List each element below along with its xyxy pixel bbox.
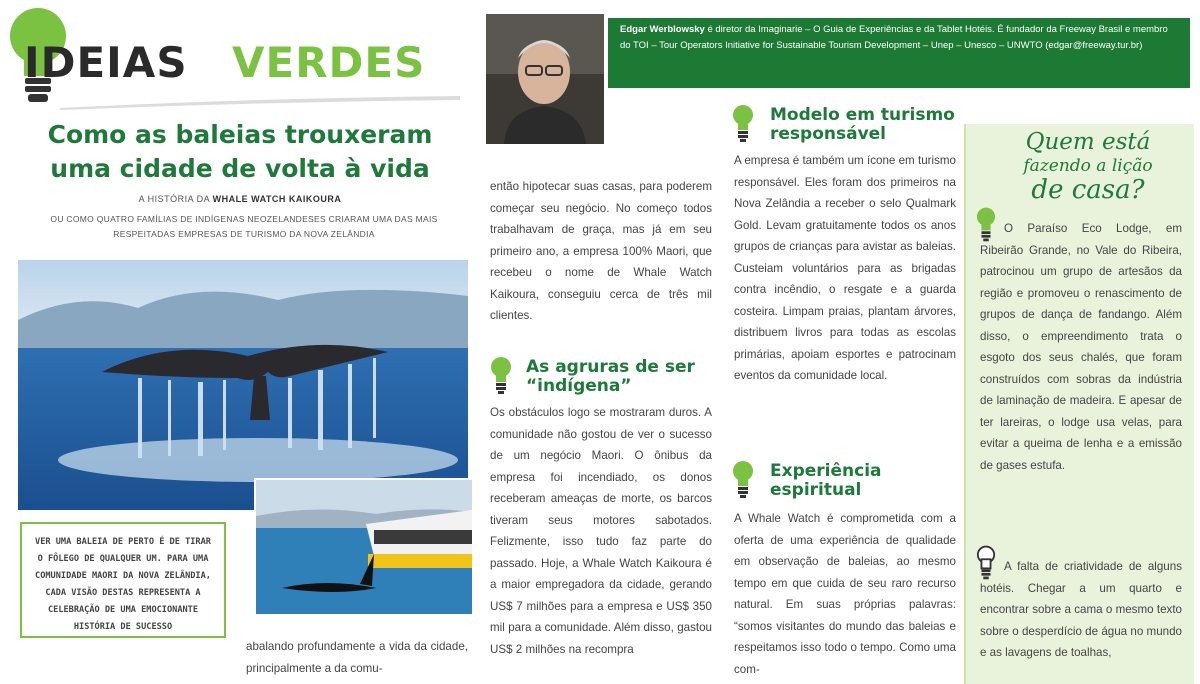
article-subtitle: OU COMO QUATRO FAMÍLIAS DE INDÍGENAS NEOZELANDESES CRIARAM UMA DAS MAIS RESPEITADAS EMPRESAS DE TURISMO DA NOVA ZELÂNDIA — [50, 214, 438, 239]
lightbulb-icon — [732, 104, 754, 142]
col3-text-modelo: A empresa é também um ícone em turismo responsável. Eles foram dos primeiros na Nova Zelândia a receber o selo Qualmark Gold. Levam gratuitamente todos os anos grupos de crianças para avistar as baleias. Custeiam voluntários para as brigadas contra incêndio, o resgate e a guarda costeira. Limpam praias, plantam árvores, distribuem livros para todas as escolas primárias, apoiam esportes e patrocinam eventos da comunidade local. — [734, 154, 956, 382]
lightbulb-icon — [490, 356, 512, 394]
sidebar-heading-line1: Quem está — [1025, 129, 1151, 155]
header-divider — [60, 96, 460, 110]
section-title-ideias: IDEIAS — [24, 38, 188, 87]
article-title: Como as baleias trouxeram uma cidade de volta à vida — [47, 120, 433, 183]
col2-text-body: Os obstáculos logo se mostraram duros. A comunidade não gostou de ver o sucesso de um negócio Maori. O ônibus da empresa foi incendiado, os donos receberam ameaças de morte, os barcos tiveram seus motores sabotados. Felizmente, isso tudo faz parte do passado. Hoje, a Whale Watch Kaikoura é a maior empregadora da cidade, gerando US$ 7 milhões para a empresa e US$ 350 mil para a comunidade. Além disso, gastou US$ 2 milhões na recompra — [490, 406, 712, 656]
section-heading-agruras: As agruras de ser “indígena” — [526, 357, 695, 396]
sidebar-heading — [988, 129, 1188, 205]
sidebar-heading-line3: de casa? — [1031, 175, 1145, 205]
author-name: Edgar Werblowsky — [620, 24, 705, 35]
sidebar-item-paraiso-text: O Paraíso Eco Lodge, em Ribeirão Grande, no Vale do Ribeira, patrocinou um grupo de artesãos da região e promoveu o renascimento de grupos de dança de fandango. Além disso, o empreendimento trata o esgoto dos seus chalés, que foram construídos com sobras da indústria de laminação de madeira. E apesar de ter lareiras, o lodge usa velas, para evitar a queima de lenha e a emissão de gases estufa. — [980, 222, 1182, 472]
author-bio — [608, 18, 1190, 88]
sidebar-item-paraiso — [980, 218, 1182, 476]
sidebar-heading-line2: fazendo a lição — [1023, 156, 1153, 176]
author-photo — [486, 14, 604, 144]
col1-text: abalando profundamente a vida da cidade, principalmente a da comu- — [246, 640, 468, 675]
section-heading-modelo: Modelo em turismo responsável — [770, 105, 955, 144]
article-kicker — [20, 194, 460, 204]
col2-text-top: então hipotecar suas casas, para poderem começar seu negócio. No começo todos trabalhavam de graça, mas já em seu primeiro ano, a empresa 100% Maori, que recebeu o nome de Whale Watch Kaikoura, conseguiu cerca de três mil clientes. — [490, 180, 712, 322]
sidebar-item-falta-text: A falta de criatividade de alguns hotéis. Chegar a um quarto e encontrar sobre a cama o mesmo texto sobre o desperdício de água no mundo e as lavagens de toalhas, — [980, 560, 1182, 659]
boat-orca-photo — [254, 478, 474, 616]
sidebar-item-falta — [980, 556, 1182, 664]
pull-quote: VER UMA BALEIA DE PERTO É DE TIRAR O FÔLEGO DE QUALQUER UM. PARA UMA COMUNIDADE MAORI DA NOVA ZELÂNDIA, CADA VISÃO DESTAS REPRESENTA A CELEBRAÇÃO DE UMA EMOCIONANTE HISTÓRIA DE SUCESSO — [20, 522, 226, 638]
section-title-verdes: VERDES — [232, 38, 426, 87]
col3-text-experiencia: A Whale Watch é comprometida com a oferta de uma experiência de qualidade em observação de baleias, ao mesmo tempo em que cuida de seu raro recurso natural. Em suas próprias palavras: “somos visitantes do mundo das baleias e respeitamos isso todo o tempo. Como uma com- — [734, 512, 956, 676]
whale-tail-photo — [18, 260, 468, 510]
kicker-company: WHALE WATCH KAIKOURA — [212, 194, 342, 204]
author-bio-text: é diretor da Imaginarie – O Guia de Experiências e da Tablet Hotéis. É fundador da Freeway Brasil e membro do TOI – Tour Operators Initiative for Sustainable Tourism Development – Unep – Unesco – UNWTO (edgar@freeway.tur.br) — [620, 24, 1168, 51]
section-heading-experiencia: Experiência espiritual — [770, 461, 882, 500]
lightbulb-icon — [732, 460, 754, 498]
kicker-prefix: A HISTÓRIA DA — [138, 194, 213, 204]
